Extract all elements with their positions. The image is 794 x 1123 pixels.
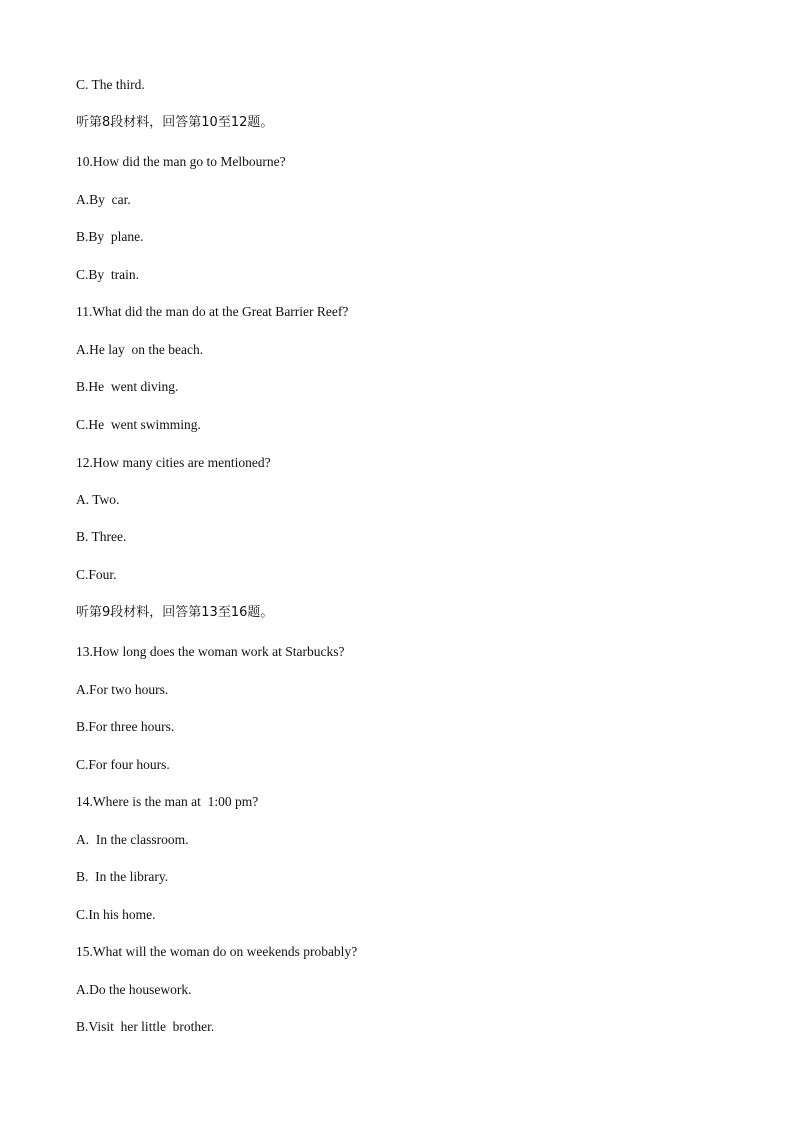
question-line: 13.How long does the woman work at Starbucks? <box>76 644 345 659</box>
option-line: B.By plane. <box>76 229 144 244</box>
option-line: A.By car. <box>76 192 131 207</box>
option-line: C.By train. <box>76 267 139 282</box>
question-line: 11.What did the man do at the Great Barrier Reef? <box>76 304 349 319</box>
option-line: C. The third. <box>76 77 145 92</box>
question-line: 12.How many cities are mentioned? <box>76 455 271 470</box>
option-line: B.For three hours. <box>76 719 175 734</box>
section-heading: 听第9段材料，回答第13至16题。 <box>76 605 274 620</box>
option-line: B. In the library. <box>76 869 169 884</box>
option-line: A.He lay on the beach. <box>76 342 204 357</box>
option-line: C.Four. <box>76 567 117 582</box>
option-line: C.He went swimming. <box>76 417 201 432</box>
option-line: B. Three. <box>76 529 127 544</box>
option-line: B.He went diving. <box>76 379 179 394</box>
question-line: 15.What will the woman do on weekends probably? <box>76 944 358 959</box>
option-line: B.Visit her little brother. <box>76 1019 215 1034</box>
option-line: A.For two hours. <box>76 682 169 697</box>
option-line: A. In the classroom. <box>76 832 189 847</box>
option-line: A.Do the housework. <box>76 982 192 997</box>
option-line: C.For four hours. <box>76 757 170 772</box>
option-line: C.In his home. <box>76 907 156 922</box>
section-heading: 听第8段材料，回答第10至12题。 <box>76 115 274 130</box>
option-line: A. Two. <box>76 492 120 507</box>
question-line: 14.Where is the man at 1:00 pm? <box>76 794 259 809</box>
question-line: 10.How did the man go to Melbourne? <box>76 154 286 169</box>
